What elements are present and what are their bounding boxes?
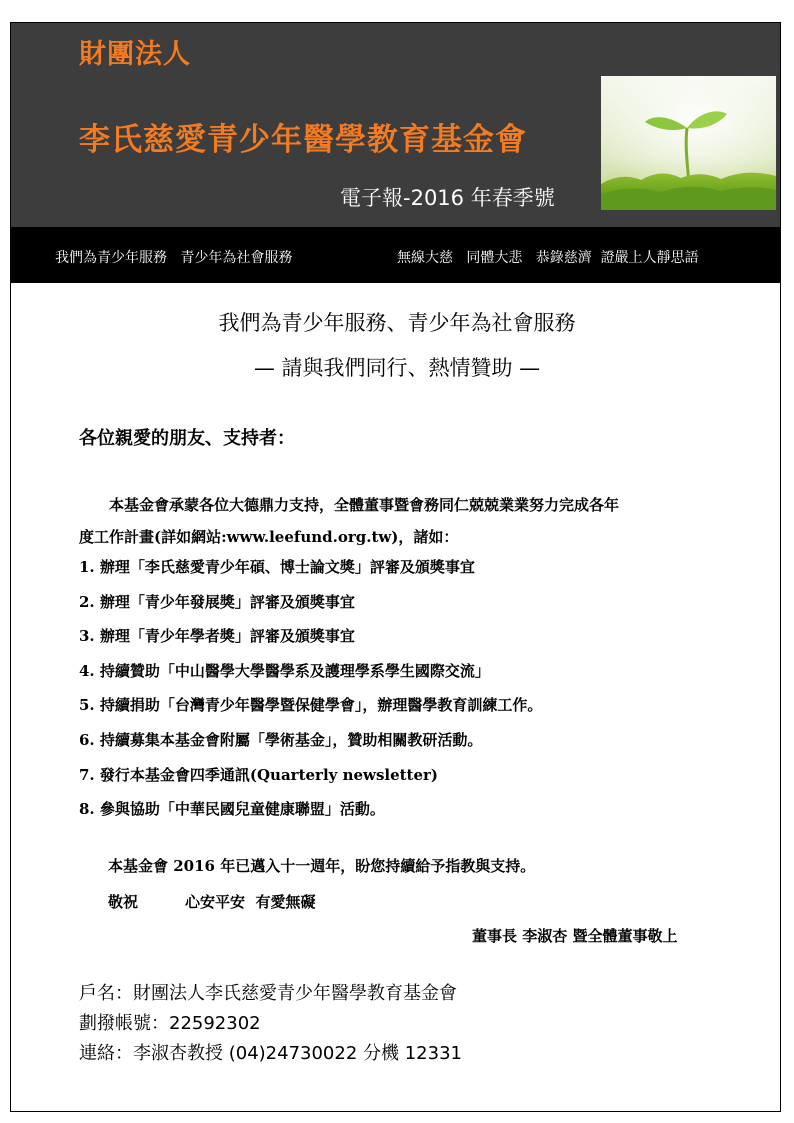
- org-name-line2: 李氏慈愛青少年醫學教育基金會: [79, 122, 527, 158]
- account-number: 劃撥帳號：22592302: [79, 1013, 261, 1034]
- list-item: 5. 持續捐助「台灣青少年醫學暨保健學會」，辦理醫學教育訓練工作。: [79, 696, 543, 715]
- list-item: 3. 辦理「青少年學者獎」評審及頒獎事宜: [79, 627, 355, 646]
- account-name: 戶名：財團法人李氏慈愛青少年醫學教育基金會: [79, 983, 457, 1004]
- letter-intro: [79, 489, 749, 553]
- work-items-list: [79, 555, 542, 832]
- donation-account: [79, 979, 462, 1069]
- list-item: 6. 持續募集本基金會附屬「學術基金」，贊助相關教研活動。: [79, 730, 483, 749]
- letter-signature: 董事長 李淑杏 暨全體董事敬上: [472, 927, 678, 945]
- tagline-bar: [11, 227, 780, 283]
- sub-title: — 請與我們同行、熱情贊助 —: [253, 356, 541, 380]
- tagline-right: 無線大慈 同體大悲 恭錄慈濟 證嚴上人靜思語: [397, 250, 699, 266]
- intro-line1: 本基金會承蒙各位大德鼎力支持，全體董事暨會務同仁兢兢業業努力完成各年: [109, 496, 620, 514]
- main-title: 我們為青少年服務、青少年為社會服務: [218, 311, 576, 335]
- list-item: 7. 發行本基金會四季通訊(Quarterly newsletter): [79, 765, 439, 784]
- intro-line2: 度工作計畫(詳如網站:www.leefund.org.tw)，諸如：: [79, 528, 459, 546]
- list-item: 2. 辦理「青少年發展獎」評審及頒獎事宜: [79, 592, 355, 611]
- tagline-left: 我們為青少年服務 青少年為社會服務: [55, 250, 293, 266]
- org-name-line1: 財團法人: [79, 39, 191, 70]
- list-item: 1. 辦理「李氏慈愛青少年碩、博士論文獎」評審及頒獎事宜: [79, 558, 475, 576]
- account-contact: 連絡：李淑杏教授 (04)24730022 分機 12331: [79, 1043, 462, 1064]
- sprout-photo: [601, 76, 776, 210]
- letter-greeting: 各位親愛的朋友、支持者：: [79, 428, 295, 449]
- list-item: 8. 參與協助「中華民國兒童健康聯盟」活動。: [79, 800, 385, 819]
- newsletter-edition: 電子報-2016 年春季號: [340, 186, 555, 210]
- list-item: 4. 持續贊助「中山醫學大學醫學系及護理學系學生國際交流」: [79, 661, 490, 680]
- letter-wish: 敬祝 心安平安 有愛無礙: [108, 893, 316, 911]
- letter-closing: 本基金會 2016 年已邁入十一週年，盼您持續給予指教與支持。: [108, 857, 536, 875]
